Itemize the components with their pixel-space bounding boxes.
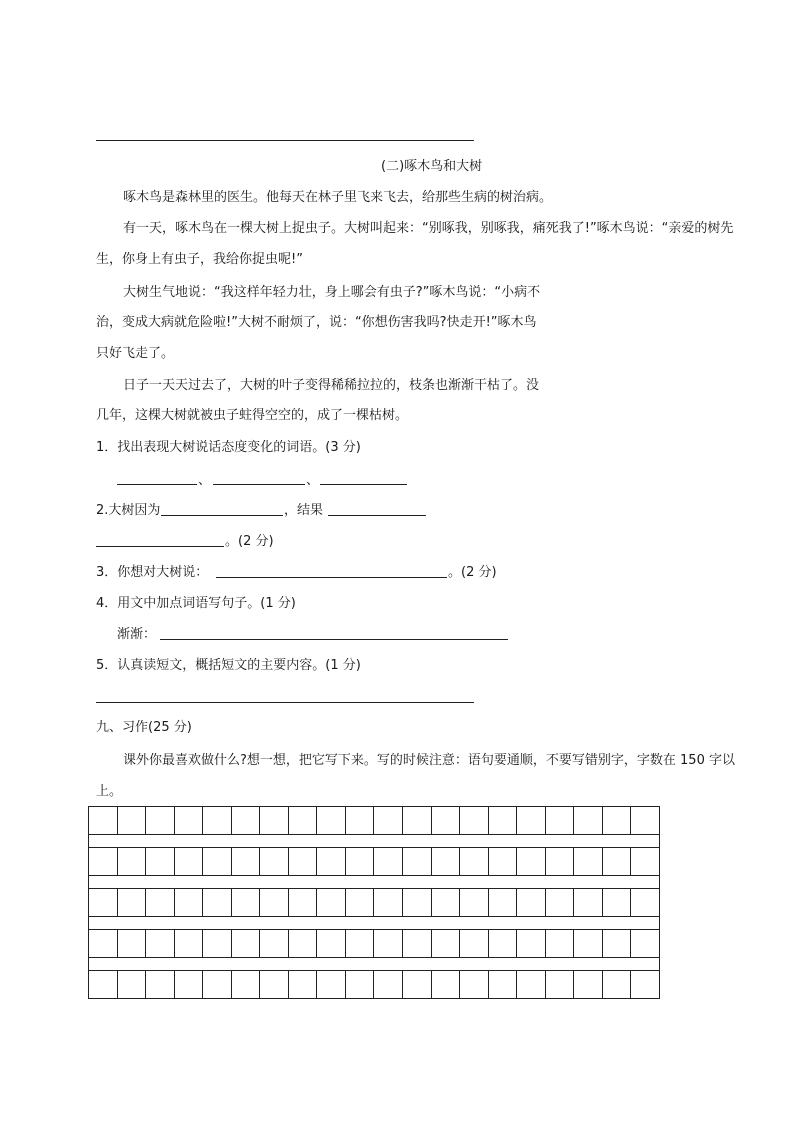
grid-cell[interactable] bbox=[317, 807, 346, 835]
q1-separator: 、 bbox=[306, 473, 320, 488]
question-3-label: 3．你想对大树说： bbox=[96, 565, 209, 580]
question-2-score: 。(2 分) bbox=[225, 534, 274, 549]
grid-cell[interactable] bbox=[403, 807, 432, 835]
answer-line-top[interactable] bbox=[96, 140, 474, 141]
question-2-result-label: ，结果 bbox=[284, 503, 324, 518]
grid-cell[interactable] bbox=[174, 889, 203, 917]
grid-cell[interactable] bbox=[288, 807, 317, 835]
grid-cell[interactable] bbox=[260, 807, 289, 835]
grid-cell[interactable] bbox=[431, 889, 460, 917]
grid-cell[interactable] bbox=[574, 889, 603, 917]
grid-cell[interactable] bbox=[174, 807, 203, 835]
grid-cell[interactable] bbox=[174, 848, 203, 876]
grid-gap-row bbox=[89, 917, 660, 930]
grid-cell[interactable] bbox=[203, 930, 232, 958]
passage-paragraph: 日子一天天过去了，大树的叶子变得稀稀拉拉的，枝条也渐渐干枯了。没 bbox=[123, 378, 540, 393]
grid-cell[interactable] bbox=[374, 848, 403, 876]
grid-cell[interactable] bbox=[231, 889, 260, 917]
grid-cell[interactable] bbox=[260, 930, 289, 958]
passage-paragraph: 只好飞走了。 bbox=[96, 346, 175, 361]
grid-cell[interactable] bbox=[117, 889, 146, 917]
grid-gap bbox=[89, 876, 660, 889]
grid-cell[interactable] bbox=[203, 971, 232, 999]
grid-cell[interactable] bbox=[345, 889, 374, 917]
grid-row bbox=[89, 889, 660, 917]
grid-cell[interactable] bbox=[317, 848, 346, 876]
q4-word-label: 渐渐： bbox=[117, 627, 157, 642]
grid-row bbox=[89, 807, 660, 835]
grid-cell[interactable] bbox=[345, 848, 374, 876]
passage-paragraph: 有一天，啄木鸟在一棵大树上捉虫子。大树叫起来：“别啄我，别啄我，痛死我了!”啄木鸟说：“亲爱的树先 bbox=[123, 221, 734, 236]
q1-blank-1[interactable] bbox=[117, 484, 197, 485]
question-2-label: 2.大树因为 bbox=[96, 503, 161, 518]
grid-cell[interactable] bbox=[288, 930, 317, 958]
writing-grid[interactable] bbox=[88, 806, 660, 999]
grid-cell[interactable] bbox=[345, 971, 374, 999]
grid-cell[interactable] bbox=[602, 807, 631, 835]
composition-prompt: 课外你最喜欢做什么?想一想，把它写下来。写的时候注意：语句要通顺，不要写错别字，字数在 150 字以 bbox=[123, 753, 735, 768]
passage-title: (二)啄木鸟和大树 bbox=[381, 159, 483, 174]
grid-row bbox=[89, 971, 660, 999]
question-3-score: 。(2 分) bbox=[448, 565, 497, 580]
grid-cell[interactable] bbox=[545, 889, 574, 917]
grid-cell[interactable] bbox=[460, 971, 489, 999]
grid-cell[interactable] bbox=[203, 889, 232, 917]
grid-row bbox=[89, 930, 660, 958]
grid-cell[interactable] bbox=[345, 930, 374, 958]
grid-cell[interactable] bbox=[488, 930, 517, 958]
grid-cell[interactable] bbox=[89, 848, 118, 876]
grid-gap bbox=[89, 917, 660, 930]
grid-cell[interactable] bbox=[488, 971, 517, 999]
grid-cell[interactable] bbox=[203, 807, 232, 835]
q1-blank-2[interactable] bbox=[213, 484, 305, 485]
grid-cell[interactable] bbox=[488, 848, 517, 876]
grid-cell[interactable] bbox=[317, 971, 346, 999]
grid-cell[interactable] bbox=[460, 807, 489, 835]
grid-cell[interactable] bbox=[602, 971, 631, 999]
grid-gap-row bbox=[89, 835, 660, 848]
grid-row bbox=[89, 848, 660, 876]
grid-cell[interactable] bbox=[117, 971, 146, 999]
grid-cell[interactable] bbox=[203, 848, 232, 876]
q2-blank-result-cont[interactable] bbox=[96, 546, 224, 547]
grid-cell[interactable] bbox=[517, 848, 546, 876]
grid-cell[interactable] bbox=[317, 930, 346, 958]
grid-gap-row bbox=[89, 876, 660, 889]
q5-blank[interactable] bbox=[96, 702, 474, 703]
q4-blank[interactable] bbox=[160, 639, 508, 640]
grid-cell[interactable] bbox=[89, 971, 118, 999]
grid-cell[interactable] bbox=[545, 848, 574, 876]
grid-cell[interactable] bbox=[602, 889, 631, 917]
grid-cell[interactable] bbox=[431, 807, 460, 835]
grid-cell[interactable] bbox=[231, 971, 260, 999]
grid-cell[interactable] bbox=[431, 848, 460, 876]
grid-cell[interactable] bbox=[231, 807, 260, 835]
grid-cell[interactable] bbox=[146, 930, 175, 958]
passage-paragraph: 生，你身上有虫子，我给你捉虫呢!” bbox=[96, 252, 303, 267]
grid-cell[interactable] bbox=[403, 971, 432, 999]
grid-cell[interactable] bbox=[574, 848, 603, 876]
grid-cell[interactable] bbox=[517, 807, 546, 835]
grid-cell[interactable] bbox=[231, 930, 260, 958]
passage-paragraph: 几年，这棵大树就被虫子蛀得空空的，成了一棵枯树。 bbox=[96, 408, 409, 423]
composition-heading: 九、习作(25 分) bbox=[96, 720, 192, 735]
grid-cell[interactable] bbox=[574, 930, 603, 958]
passage-paragraph: 啄木鸟是森林里的医生。他每天在林子里飞来飞去，给那些生病的树治病。 bbox=[123, 190, 553, 205]
grid-cell[interactable] bbox=[89, 889, 118, 917]
grid-cell[interactable] bbox=[260, 971, 289, 999]
grid-cell[interactable] bbox=[545, 930, 574, 958]
grid-cell[interactable] bbox=[602, 848, 631, 876]
grid-cell[interactable] bbox=[517, 930, 546, 958]
grid-cell[interactable] bbox=[374, 807, 403, 835]
grid-cell[interactable] bbox=[231, 848, 260, 876]
question-4: 4．用文中加点词语写句子。(1 分) bbox=[96, 596, 296, 611]
grid-cell[interactable] bbox=[288, 971, 317, 999]
grid-cell[interactable] bbox=[117, 930, 146, 958]
q2-blank-cause[interactable] bbox=[161, 515, 283, 516]
grid-cell[interactable] bbox=[545, 807, 574, 835]
grid-cell[interactable] bbox=[517, 889, 546, 917]
grid-cell[interactable] bbox=[431, 971, 460, 999]
grid-cell[interactable] bbox=[146, 807, 175, 835]
grid-cell[interactable] bbox=[460, 889, 489, 917]
grid-cell[interactable] bbox=[260, 848, 289, 876]
grid-cell[interactable] bbox=[631, 889, 660, 917]
grid-cell[interactable] bbox=[146, 971, 175, 999]
question-1: 1．找出表现大树说话态度变化的词语。(3 分) bbox=[96, 440, 361, 455]
grid-cell[interactable] bbox=[317, 889, 346, 917]
grid-cell[interactable] bbox=[146, 889, 175, 917]
grid-cell[interactable] bbox=[431, 930, 460, 958]
grid-cell[interactable] bbox=[146, 848, 175, 876]
grid-cell[interactable] bbox=[174, 971, 203, 999]
grid-cell[interactable] bbox=[631, 971, 660, 999]
grid-cell[interactable] bbox=[288, 848, 317, 876]
q1-separator: 、 bbox=[198, 473, 212, 488]
grid-cell[interactable] bbox=[89, 930, 118, 958]
grid-cell[interactable] bbox=[631, 807, 660, 835]
grid-cell[interactable] bbox=[488, 807, 517, 835]
grid-cell[interactable] bbox=[403, 930, 432, 958]
grid-cell[interactable] bbox=[460, 930, 489, 958]
grid-cell[interactable] bbox=[602, 930, 631, 958]
grid-cell[interactable] bbox=[488, 889, 517, 917]
q3-blank[interactable] bbox=[216, 577, 447, 578]
grid-gap bbox=[89, 958, 660, 971]
grid-cell[interactable] bbox=[345, 807, 374, 835]
grid-cell[interactable] bbox=[260, 889, 289, 917]
grid-cell[interactable] bbox=[517, 971, 546, 999]
question-5: 5．认真读短文，概括短文的主要内容。(1 分) bbox=[96, 658, 361, 673]
grid-cell[interactable] bbox=[89, 807, 118, 835]
grid-cell[interactable] bbox=[631, 848, 660, 876]
passage-paragraph: 治，变成大病就危险啦!”大树不耐烦了，说：“你想伤害我吗?快走开!”啄木鸟 bbox=[96, 315, 537, 330]
grid-cell[interactable] bbox=[374, 971, 403, 999]
grid-cell[interactable] bbox=[403, 889, 432, 917]
grid-cell[interactable] bbox=[574, 807, 603, 835]
grid-cell[interactable] bbox=[574, 971, 603, 999]
grid-cell[interactable] bbox=[460, 848, 489, 876]
grid-cell[interactable] bbox=[403, 848, 432, 876]
grid-cell[interactable] bbox=[545, 971, 574, 999]
grid-gap-row bbox=[89, 958, 660, 971]
grid-cell[interactable] bbox=[117, 848, 146, 876]
grid-cell[interactable] bbox=[174, 930, 203, 958]
q1-blank-3[interactable] bbox=[320, 484, 407, 485]
composition-prompt: 上。 bbox=[96, 784, 123, 799]
grid-cell[interactable] bbox=[631, 930, 660, 958]
grid-cell[interactable] bbox=[288, 889, 317, 917]
grid-cell[interactable] bbox=[374, 930, 403, 958]
grid-cell[interactable] bbox=[117, 807, 146, 835]
grid-gap bbox=[89, 835, 660, 848]
grid-cell[interactable] bbox=[374, 889, 403, 917]
q2-blank-result[interactable] bbox=[328, 515, 426, 516]
passage-paragraph: 大树生气地说：“我这样年轻力壮，身上哪会有虫子?”啄木鸟说：“小病不 bbox=[123, 285, 541, 300]
